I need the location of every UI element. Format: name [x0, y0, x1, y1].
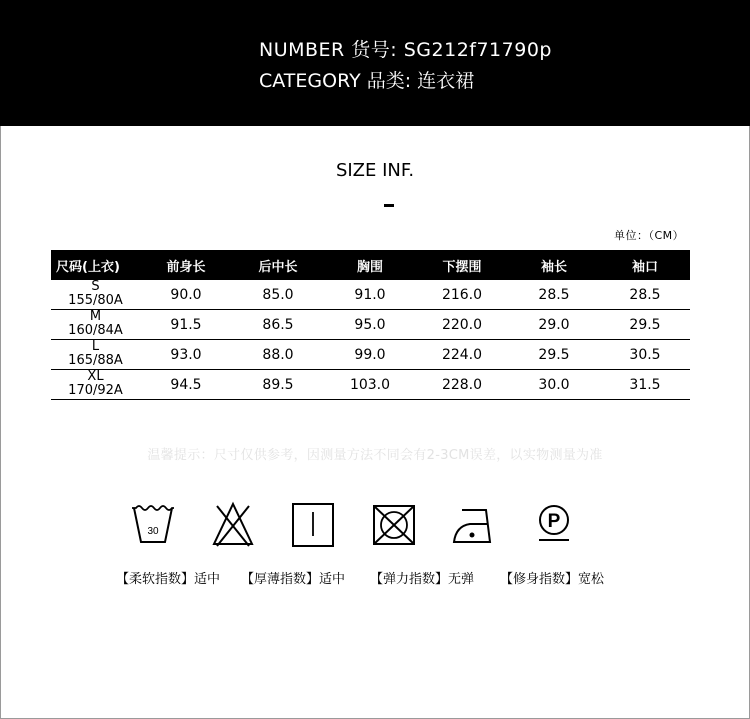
table-cell: 85.0	[232, 280, 324, 310]
table-cell: 91.5	[140, 310, 232, 340]
table-cell: 99.0	[324, 340, 416, 370]
header-banner	[0, 0, 750, 126]
size-cell	[51, 370, 140, 400]
product-category: CATEGORY 品类: 连衣裙	[259, 70, 475, 92]
table-row	[51, 340, 690, 370]
wash-30-icon	[129, 500, 177, 550]
table-cell: 91.0	[324, 280, 416, 310]
property-value: 宽松	[578, 572, 605, 587]
property-fit	[500, 568, 604, 587]
no-tumble-dry-icon	[370, 500, 418, 550]
table-cell: 29.5	[508, 340, 600, 370]
table-header-row	[51, 250, 690, 280]
iron-low-icon	[450, 500, 498, 550]
column-header: 后中长	[258, 259, 298, 275]
column-header: 袖口	[631, 259, 658, 275]
property-value: 适中	[319, 572, 346, 587]
size-cell	[51, 340, 140, 370]
title-divider	[384, 204, 394, 207]
table-cell: 30.0	[508, 370, 600, 400]
dry-clean-label: P	[547, 511, 561, 532]
table-cell: 88.0	[232, 340, 324, 370]
table-cell: 29.0	[508, 310, 600, 340]
table-cell: 89.5	[232, 370, 324, 400]
size-spec: 155/80A	[68, 293, 123, 308]
property-label: 【柔软指数】	[116, 572, 195, 587]
table-cell: 90.0	[140, 280, 232, 310]
size-code: S	[91, 280, 100, 294]
column-header: 前身长	[166, 259, 206, 275]
table-cell: 94.5	[140, 370, 232, 400]
size-spec: 170/92A	[68, 383, 123, 398]
table-cell: 93.0	[140, 340, 232, 370]
property-label: 【厚薄指数】	[241, 572, 320, 587]
tumble-dry-icon	[290, 500, 338, 550]
size-spec: 160/84A	[68, 323, 123, 338]
table-cell: 86.5	[232, 310, 324, 340]
care-icons	[0, 500, 750, 552]
property-softness	[116, 568, 220, 587]
size-code: M	[89, 309, 102, 324]
property-label: 【修身指数】	[500, 572, 579, 587]
table-cell: 103.0	[324, 370, 416, 400]
product-number: NUMBER 货号: SG212f71790p	[259, 39, 552, 61]
wash-temp-label: 30	[147, 526, 159, 537]
dry-clean-p-icon	[530, 500, 578, 550]
size-code: L	[91, 339, 100, 354]
table-cell: 30.5	[600, 340, 690, 370]
size-code: XL	[87, 369, 104, 384]
size-info-title: SIZE INF.	[335, 160, 415, 181]
unit-label: 单位：（CM）	[614, 229, 685, 242]
property-thickness	[241, 568, 345, 587]
table-cell: 95.0	[324, 310, 416, 340]
column-header: 胸围	[356, 259, 383, 275]
table-cell: 228.0	[416, 370, 508, 400]
property-value: 无弹	[448, 572, 475, 587]
table-cell: 28.5	[600, 280, 690, 310]
column-header: 袖长	[540, 259, 567, 275]
column-header: 下摆围	[442, 259, 482, 275]
no-bleach-icon	[209, 500, 257, 550]
table-cell: 220.0	[416, 310, 508, 340]
table-row	[51, 310, 690, 340]
property-elasticity	[370, 568, 474, 587]
table-cell: 224.0	[416, 340, 508, 370]
table-cell: 216.0	[416, 280, 508, 310]
table-cell: 31.5	[600, 370, 690, 400]
size-spec: 165/88A	[68, 353, 123, 368]
size-tips: 温馨提示：尺寸仅供参考，因测量方法不同会有2-3CM误差，以实物测量为准	[147, 448, 603, 463]
property-value: 适中	[194, 572, 221, 587]
table-cell: 29.5	[600, 310, 690, 340]
size-table	[51, 250, 690, 400]
size-cell	[51, 310, 140, 340]
table-row	[51, 370, 690, 400]
size-cell	[51, 280, 140, 310]
table-row	[51, 280, 690, 310]
table-cell: 28.5	[508, 280, 600, 310]
column-header: 尺码(上衣)	[56, 259, 120, 275]
property-label: 【弹力指数】	[370, 572, 449, 587]
